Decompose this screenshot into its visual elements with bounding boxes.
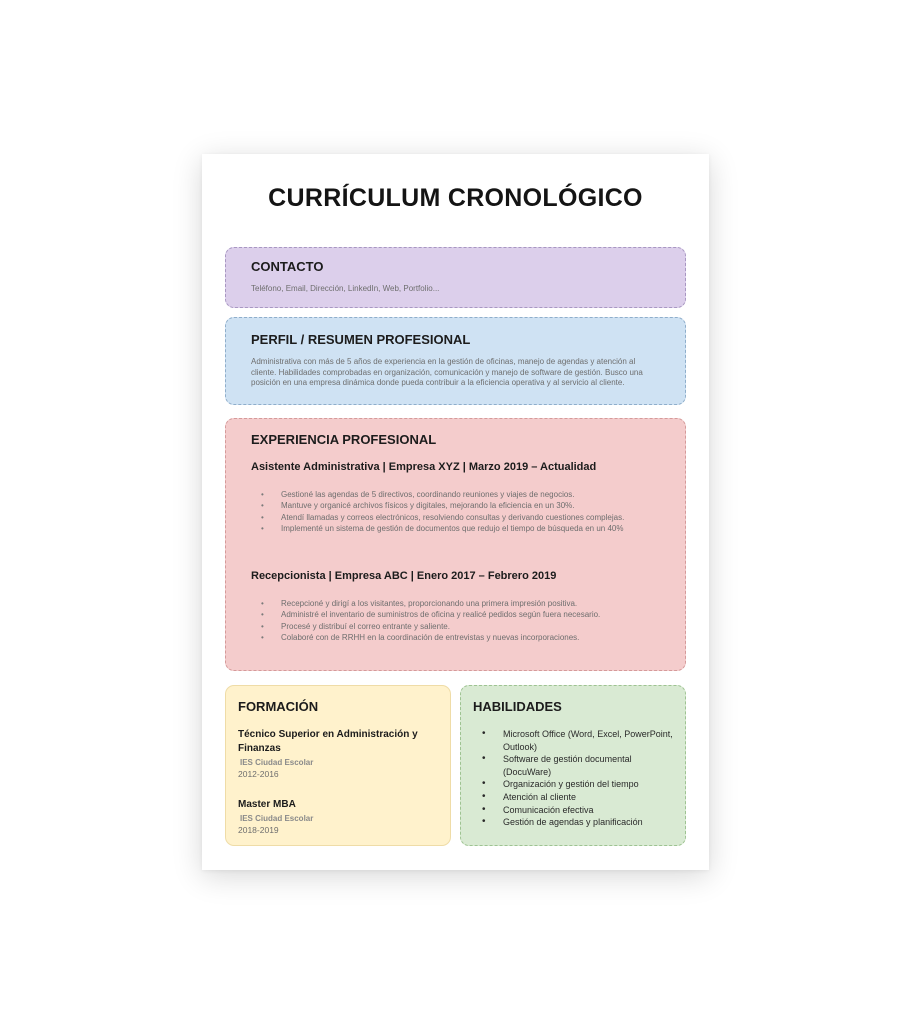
contact-section [225, 247, 686, 308]
profile-summary: Administrativa con más de 5 años de experiencia en la gestión de oficinas, manejo de agendas y atención al cliente. Habilidades comprobadas en organización, comunicación y manejo de software de gestión. Busco una posición en una empresa dinámica donde pueda contribuir a la eficiencia operativa y al servicio al cliente. [251, 357, 643, 387]
job-bullet: • Recepcioné y dirigí a los visitantes, proporcionando una primera impresión positiva. [251, 598, 651, 609]
education-section [225, 685, 451, 846]
education-degree: Técnico Superior en Administración y Finanzas [238, 729, 418, 754]
resume-title: CURRÍCULUM CRONOLÓGICO [268, 184, 643, 212]
job-bullet: • Procesé y distribuí el correo entrante y saliente. [251, 621, 651, 632]
skill-item: • Atención al cliente [473, 791, 678, 804]
skills-heading: HABILIDADES [473, 699, 562, 714]
contact-heading: CONTACTO [251, 259, 324, 274]
education-years: 2018-2019 [238, 825, 279, 835]
resume-sheet [202, 154, 709, 870]
skill-item: • Comunicación efectiva [473, 804, 678, 817]
job-bullet: • Mantuve y organicé archivos físicos y digitales, mejorando la eficiencia en un 30%. [251, 500, 651, 511]
experience-section [225, 418, 686, 671]
education-school: IES Ciudad Escolar [240, 814, 314, 823]
skills-section [460, 685, 686, 846]
profile-section [225, 317, 686, 405]
skill-item: • Organización y gestión del tiempo [473, 778, 678, 791]
education-degree: Master MBA [238, 799, 296, 810]
job-bullet: • Colaboré con de RRHH en la coordinación de entrevistas y nuevas incorporaciones. [251, 632, 651, 643]
experience-heading: EXPERIENCIA PROFESIONAL [251, 432, 437, 447]
job-bullet: • Implementé un sistema de gestión de documentos que redujo el tiempo de búsqueda en un 40% [251, 523, 651, 534]
skill-item: • Software de gestión documental (DocuWare) [473, 753, 678, 778]
job-title: Asistente Administrativa | Empresa XYZ | Marzo 2019 – Actualidad [251, 461, 597, 473]
job-bullet: • Gestioné las agendas de 5 directivos, coordinando reuniones y viajes de negocios. [251, 489, 651, 500]
skills-list [473, 728, 678, 829]
profile-heading: PERFIL / RESUMEN PROFESIONAL [251, 332, 471, 347]
education-item [238, 798, 438, 836]
skill-item: • Microsoft Office (Word, Excel, PowerPoint, Outlook) [473, 728, 678, 753]
job-achievements-list [251, 489, 651, 534]
education-heading: FORMACIÓN [238, 699, 319, 714]
skill-item: • Gestión de agendas y planificación [473, 816, 678, 829]
job-bullet: • Atendí llamadas y correos electrónicos, resolviendo consultas y derivando cuestiones complejas. [251, 512, 651, 523]
job-achievements-list [251, 598, 651, 643]
education-years: 2012-2016 [238, 769, 279, 779]
job-bullet: • Administré el inventario de suministros de oficina y realicé pedidos según fuera necesario. [251, 609, 651, 620]
job-title: Recepcionista | Empresa ABC | Enero 2017 – Febrero 2019 [251, 570, 557, 582]
contact-details: Teléfono, Email, Dirección, LinkedIn, Web, Portfolio... [251, 284, 440, 293]
education-school: IES Ciudad Escolar [240, 758, 314, 767]
education-item [238, 728, 438, 780]
